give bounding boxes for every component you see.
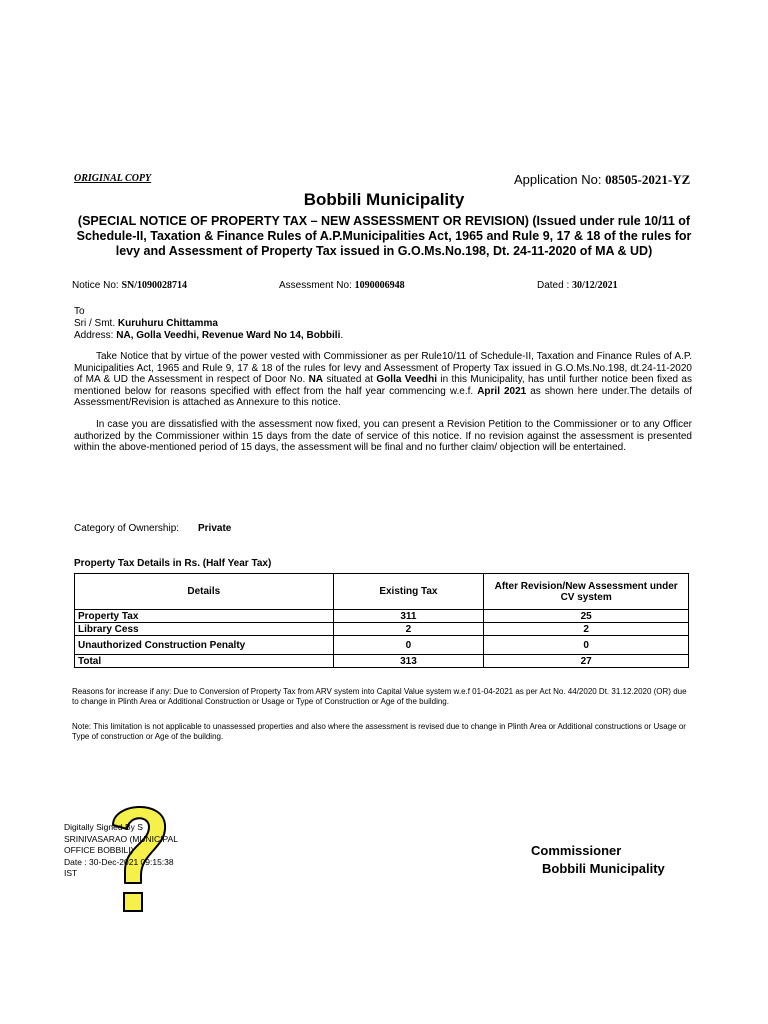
table-header-cell: Details — [75, 574, 334, 610]
commissioner-office: Bobbili Municipality — [542, 861, 665, 876]
table-cell: 2 — [333, 623, 484, 636]
commissioner-signoff — [531, 842, 665, 878]
para1-text-2: situated at — [326, 374, 374, 385]
original-copy-label: ORIGINAL COPY — [74, 173, 152, 184]
table-row — [75, 623, 689, 636]
application-value: 08505-2021-YZ — [605, 172, 691, 187]
signature-line: OFFICE BOBBILI) — [64, 845, 134, 855]
ownership-label: Category of Ownership: — [74, 523, 180, 534]
table-header-cell: After Revision/New Assessment under CV system — [484, 574, 689, 610]
notice-value: SN/1090028714 — [121, 280, 188, 291]
ownership-value: Private — [198, 523, 232, 534]
door-number: NA — [308, 374, 324, 385]
reasons-text: Reasons for increase if any: Due to Conversion of Property Tax from ARV system into Capital Value system w.e.f 01-04-2021 as per Act No. 44/2020 Dt. 31.12.2020 (OR) due to change in Plinth Area or Additional Construction or Usage or Type of Construction or Age of the building. — [72, 687, 687, 706]
recipient-to: To — [74, 306, 85, 317]
table-row — [75, 655, 689, 668]
para1-text-4: as shown here under.The details of Assessment/Revision is attached as Annexure to this notice. — [74, 385, 693, 408]
signature-line: Date : 30-Dec-2021 09:15:38 — [64, 856, 174, 867]
table-cell: Unauthorized Construction Penalty — [75, 636, 334, 655]
table-cell: 2 — [484, 623, 689, 636]
table-caption: Property Tax Details in Rs. (Half Year Tax) — [74, 558, 272, 569]
notice-date — [537, 280, 618, 291]
location: Golla Veedhi — [376, 374, 437, 385]
recipient-address: NA, Golla Veedhi, Revenue Ward No 14, Bobbili — [116, 330, 341, 341]
table-cell: 0 — [484, 636, 689, 655]
notice-label: Notice No: — [72, 280, 119, 291]
para2-text: In case you are dissatisfied with the assessment now fixed, you can present a Revision Petition to the Commissioner or to any Officer authorized by the Commissioner within 15 days from the date of service of this notice. If no revision against the assessment is presented within the above-mentioned period of 15 days, the assessment will be final and no further claim/ objection will be entertained. — [74, 419, 692, 453]
para1-text-3: in this Municipality, has until further notice been fixed as mentioned below for reasons specified with effect from the half year commencing w.e.f. — [74, 374, 692, 397]
notice-paragraph-2 — [74, 419, 692, 454]
para1-text-1: Take Notice that by virtue of the power vested with Commissioner as per Rule10/11 of Schedule-II, Taxation and Finance Rules of A.P. Municipalities Act, 1965 and Rule 9, 17 & 18 of the rules for levy and Assessment of Property Tax issued in G.O.Ms.No.198, dt.24-11-2020 of MA & UD the Assessment in respect of Door No. — [74, 351, 692, 385]
recipient-name: Kuruhuru Chittamma — [117, 318, 218, 329]
notice-paragraph-1 — [74, 351, 692, 409]
dated-value: 30/12/2021 — [572, 280, 618, 291]
page-subtitle: (SPECIAL NOTICE OF PROPERTY TAX – NEW ASSESSMENT OR REVISION) (Issued under rule 10/11 of Schedule-II, Taxation & Finance Rules of A.P.Municipalities Act, 1965 and Rule 9, 17 & 18 of the rules for levy and Assessment of Property Tax issued in G.O.Ms.No.198, Dt. 24-11-2020 of MA & UD) — [76, 214, 692, 258]
table-cell: 311 — [333, 610, 484, 623]
note-text: Note: This limitation is not applicable to unassessed properties and also where the assessment is revised due to change in Plinth Area or Additional constructions or Usage or Type of construction or Age of the building. — [72, 722, 686, 741]
signature-line: IST — [64, 868, 78, 878]
recipient-name-line — [74, 318, 218, 330]
table-header-cell: Existing Tax — [333, 574, 484, 610]
table-cell: 25 — [484, 610, 689, 623]
effective-date: April 2021 — [477, 385, 527, 397]
application-number — [514, 172, 690, 188]
notice-number — [72, 280, 187, 291]
table-row — [75, 636, 689, 655]
table-cell: Total — [75, 655, 334, 668]
recipient-address-line — [74, 330, 343, 342]
table-header-row — [75, 574, 689, 610]
address-label: Address: — [74, 330, 114, 341]
table-cell: Library Cess — [75, 623, 334, 636]
table-cell: 0 — [333, 636, 484, 655]
assessment-value: 1090006948 — [354, 280, 405, 291]
ownership-category — [74, 523, 232, 534]
table-cell: 313 — [333, 655, 484, 668]
table-cell: 27 — [484, 655, 689, 668]
address-end: . — [340, 330, 344, 341]
page-title: Bobbili Municipality — [303, 190, 465, 209]
table-cell: Property Tax — [75, 610, 334, 623]
signature-line: SRINIVASARAO (MUNICIPAL — [64, 833, 178, 844]
recipient-name-prefix: Sri / Smt. — [74, 318, 116, 329]
table-row — [75, 610, 689, 623]
signature-line: Digitally Signed By S — [64, 822, 143, 832]
assessment-number — [279, 280, 405, 291]
commissioner-title: Commissioner — [531, 843, 622, 858]
property-tax-table — [74, 573, 689, 668]
dated-label: Dated : — [537, 280, 570, 291]
digital-signature — [64, 822, 234, 880]
assessment-label: Assessment No: — [279, 280, 352, 291]
application-label: Application No: — [514, 172, 602, 187]
